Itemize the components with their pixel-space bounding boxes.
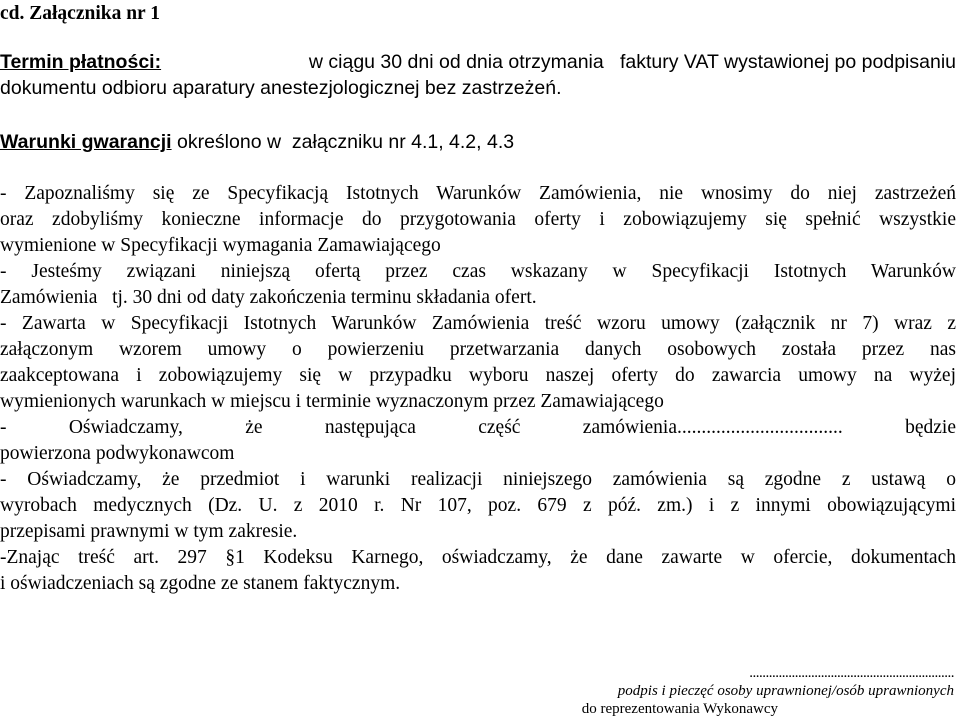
signature-caption: podpis i pieczęć osoby uprawnionej/osób uprawnionych [617, 683, 954, 699]
payment-terms-label: Termin płatności: [0, 51, 162, 73]
payment-terms-line-2: dokumentu odbioru aparatury anestezjologicznej bez zastrzeżeń. [0, 77, 562, 99]
payment-terms-line-1 [0, 50, 956, 74]
declaration-line: -Znając treść art. 297 §1 Kodeksu Karnego, oświadczamy, że dane zawarte w ofercie, dokumentach [0, 547, 956, 568]
declaration-line: wyrobach medycznych (Dz. U. z 2010 r. Nr 107, poz. 679 z póź. zm.) i z innymi obowiązującymi [0, 495, 956, 516]
declaration-line: oraz zdobyliśmy konieczne informacje do przygotowania oferty i zobowiązujemy się spełnić wszystkie [0, 209, 956, 230]
declaration-line: - Jesteśmy związani niniejszą ofertą przez czas wskazany w Specyfikacji Istotnych Warunków [0, 261, 956, 282]
declaration-line: - Oświadczamy, że następująca część zamówienia.................................. będzie [0, 417, 956, 438]
declaration-line: załączonym wzorem umowy o powierzeniu przetwarzania danych osobowych została przez nas [0, 339, 956, 360]
declaration-line: - Oświadczamy, że przedmiot i warunki realizacji niniejszego zamówienia są zgodne z ustawą o [0, 469, 956, 490]
page-title: cd. Załącznika nr 1 [0, 3, 160, 24]
warranty-label: Warunki gwarancji [0, 131, 172, 153]
warranty-line [0, 130, 514, 154]
declaration-line: zaakceptowana i zobowiązujemy się w przypadku wyboru naszej oferty do zawarcia umowy na wyżej [0, 365, 956, 386]
signature-representation: do reprezentowania Wykonawcy [581, 701, 778, 717]
declaration-line: i oświadczeniach są zgodne ze stanem faktycznym. [0, 573, 401, 594]
signature-dots: ............................................................... [749, 665, 954, 681]
declaration-line: przepisami prawnymi w tym zakresie. [0, 521, 298, 542]
declaration-line: wymienione w Specyfikacji wymagania Zamawiającego [0, 235, 441, 256]
warranty-text: określono w załączniku nr 4.1, 4.2, 4.3 [177, 131, 515, 153]
declaration-line: powierzona podwykonawcom [0, 443, 235, 464]
declaration-line: wymienionych warunkach w miejscu i terminie wyznaczonym przez Zamawiającego [0, 391, 664, 412]
declaration-line: - Zapoznaliśmy się ze Specyfikacją Istotnych Warunków Zamówienia, nie wnosimy do niej zastrzeżeń [0, 183, 956, 204]
declaration-line: - Zawarta w Specyfikacji Istotnych Warunków Zamówienia treść wzoru umowy (załącznik nr 7) wraz z [0, 313, 956, 334]
declaration-line: Zamówienia tj. 30 dni od daty zakończenia terminu składania ofert. [0, 287, 537, 308]
payment-terms-text: w ciągu 30 dni od dnia otrzymania faktury VAT wystawionej po podpisaniu [308, 51, 956, 73]
